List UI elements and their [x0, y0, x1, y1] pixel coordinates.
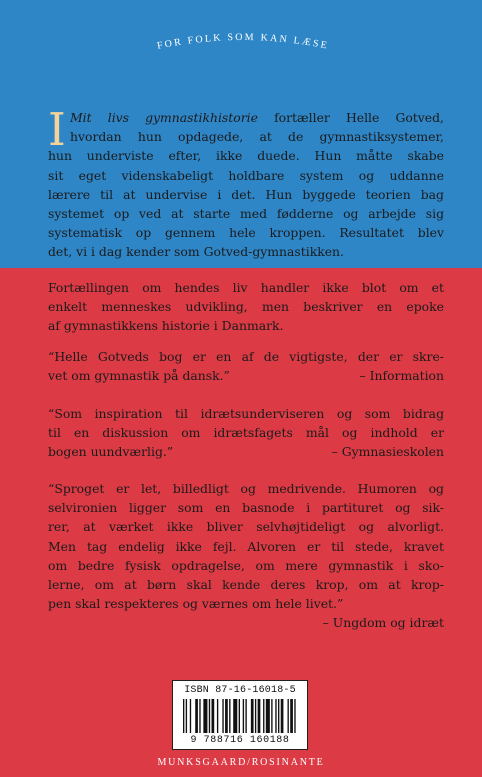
quote-line: om bedre fysisk opdragelse, om mere gymnastik i sko- [48, 557, 444, 573]
barcode-bar [245, 699, 246, 733]
barcode-bar [251, 699, 254, 733]
drop-cap: I [48, 103, 66, 156]
barcode-bar [195, 699, 198, 733]
intro-line: sit eget videnskabeligt holdbare system og uddanne [48, 167, 444, 183]
quote-source: – Ungdom og idræt [322, 615, 444, 631]
barcode-bar [239, 699, 240, 733]
epoch-line: Fortællingen om hendes liv handler ikke blot om et [48, 280, 444, 295]
quote-line: vet om gymnastik på dansk.” – Information [48, 366, 444, 385]
intro-line: hvordan hun opdagede, at de gymnastiksystemer, [70, 129, 444, 145]
barcode-bar [233, 699, 237, 733]
intro-line: systematisk op gennem hele kroppen. Resultatet blev [48, 225, 444, 241]
series-banner-arc [138, 22, 348, 62]
barcode-bar [203, 699, 207, 733]
barcode-bar [186, 699, 187, 733]
barcode-bar [275, 699, 276, 733]
barcode-bar [258, 699, 261, 733]
barcode-bar [209, 699, 210, 733]
quote-line: Men tag endelig ikke fejl. Alvoren er til stede, kravet [48, 538, 444, 554]
book-title: Mit livs gymnastikhistorie [70, 110, 258, 125]
barcode-bar [263, 699, 264, 733]
intro-line: hun underviste efter, ikke duede. Hun måtte skabe [48, 148, 444, 164]
isbn-barcode [172, 680, 308, 750]
intro-line: systemet op ved at starte med fødderne og arbejde sig [48, 206, 444, 222]
intro-line: lærere til at undervise i det. Hun byggede teorien bag [48, 186, 444, 202]
quote-line: bogen uundværlig.” – Gymnasieskolen [48, 442, 444, 461]
barcode-bar [222, 699, 223, 733]
quote-line: selvironien ligger som en basnode i partituret og sik- [48, 500, 444, 516]
epoch-line: af gymnastikkens historie i Danmark. [48, 318, 284, 334]
intro-paragraph [48, 103, 444, 262]
barcode-number: 9 788716 160188 [190, 735, 290, 746]
barcode-bar [290, 699, 293, 733]
barcode-bar [255, 699, 256, 733]
quote-line: pen skal respekteres og værnes om hele livet.” [48, 596, 344, 612]
publisher-name: MUNKSGAARD/ROSINANTE [157, 757, 325, 768]
barcode-bar [217, 699, 218, 733]
intro-line: det, vi i dag kender som Gotved-gymnastikken. [48, 244, 344, 260]
barcode-bar [190, 699, 191, 733]
intro-line: Mit livs gymnastikhistorie fortæller Helle Gotved, [70, 110, 444, 125]
series-banner-text: FOR FOLK SOM KAN LÆSE [156, 31, 330, 52]
quote-line: “Sproget er let, billedligt og medrivende. Humoren og [48, 481, 444, 496]
barcode-bar [225, 699, 228, 733]
epoch-paragraph [48, 278, 444, 336]
quote-ungdom-og-idraet [48, 479, 444, 633]
barcode-bar [266, 699, 270, 733]
quote-line: rer, at værket ikke bliver selvhøjtideligt og alvorligt. [48, 519, 444, 535]
barcode-bar [281, 699, 284, 733]
barcode-bar [229, 699, 230, 733]
barcode-bar [183, 699, 184, 733]
barcode-bar [199, 699, 200, 733]
quote-source: – Information [359, 368, 444, 384]
series-banner [138, 22, 348, 62]
quote-line: “Helle Gotveds bog er en af de vigtigste, der er skre- [48, 349, 444, 364]
barcode-bar [243, 699, 244, 733]
barcode-bar [212, 699, 215, 733]
isbn-text: ISBN 87-16-16018-5 [184, 685, 296, 696]
quote-gymnasieskolen [48, 404, 444, 462]
barcode-bars [183, 699, 297, 733]
quote-line: “Som inspiration til idrætsunderviseren og som bidrag [48, 406, 444, 421]
epoch-line: enkelt menneskes udvikling, men beskriver en epoke [48, 299, 444, 315]
quote-information [48, 347, 444, 385]
quote-source: – Gymnasieskolen [331, 444, 444, 460]
barcode-bar [294, 699, 295, 733]
barcode-bar [271, 699, 272, 733]
quote-line: lerne, om at børn skal kende deres krop, om at krop- [48, 577, 444, 593]
barcode-bar [288, 699, 289, 733]
barcode-bar [278, 699, 279, 733]
quote-line: til en diskussion om idrætsfagets mål og indhold er [48, 425, 444, 441]
